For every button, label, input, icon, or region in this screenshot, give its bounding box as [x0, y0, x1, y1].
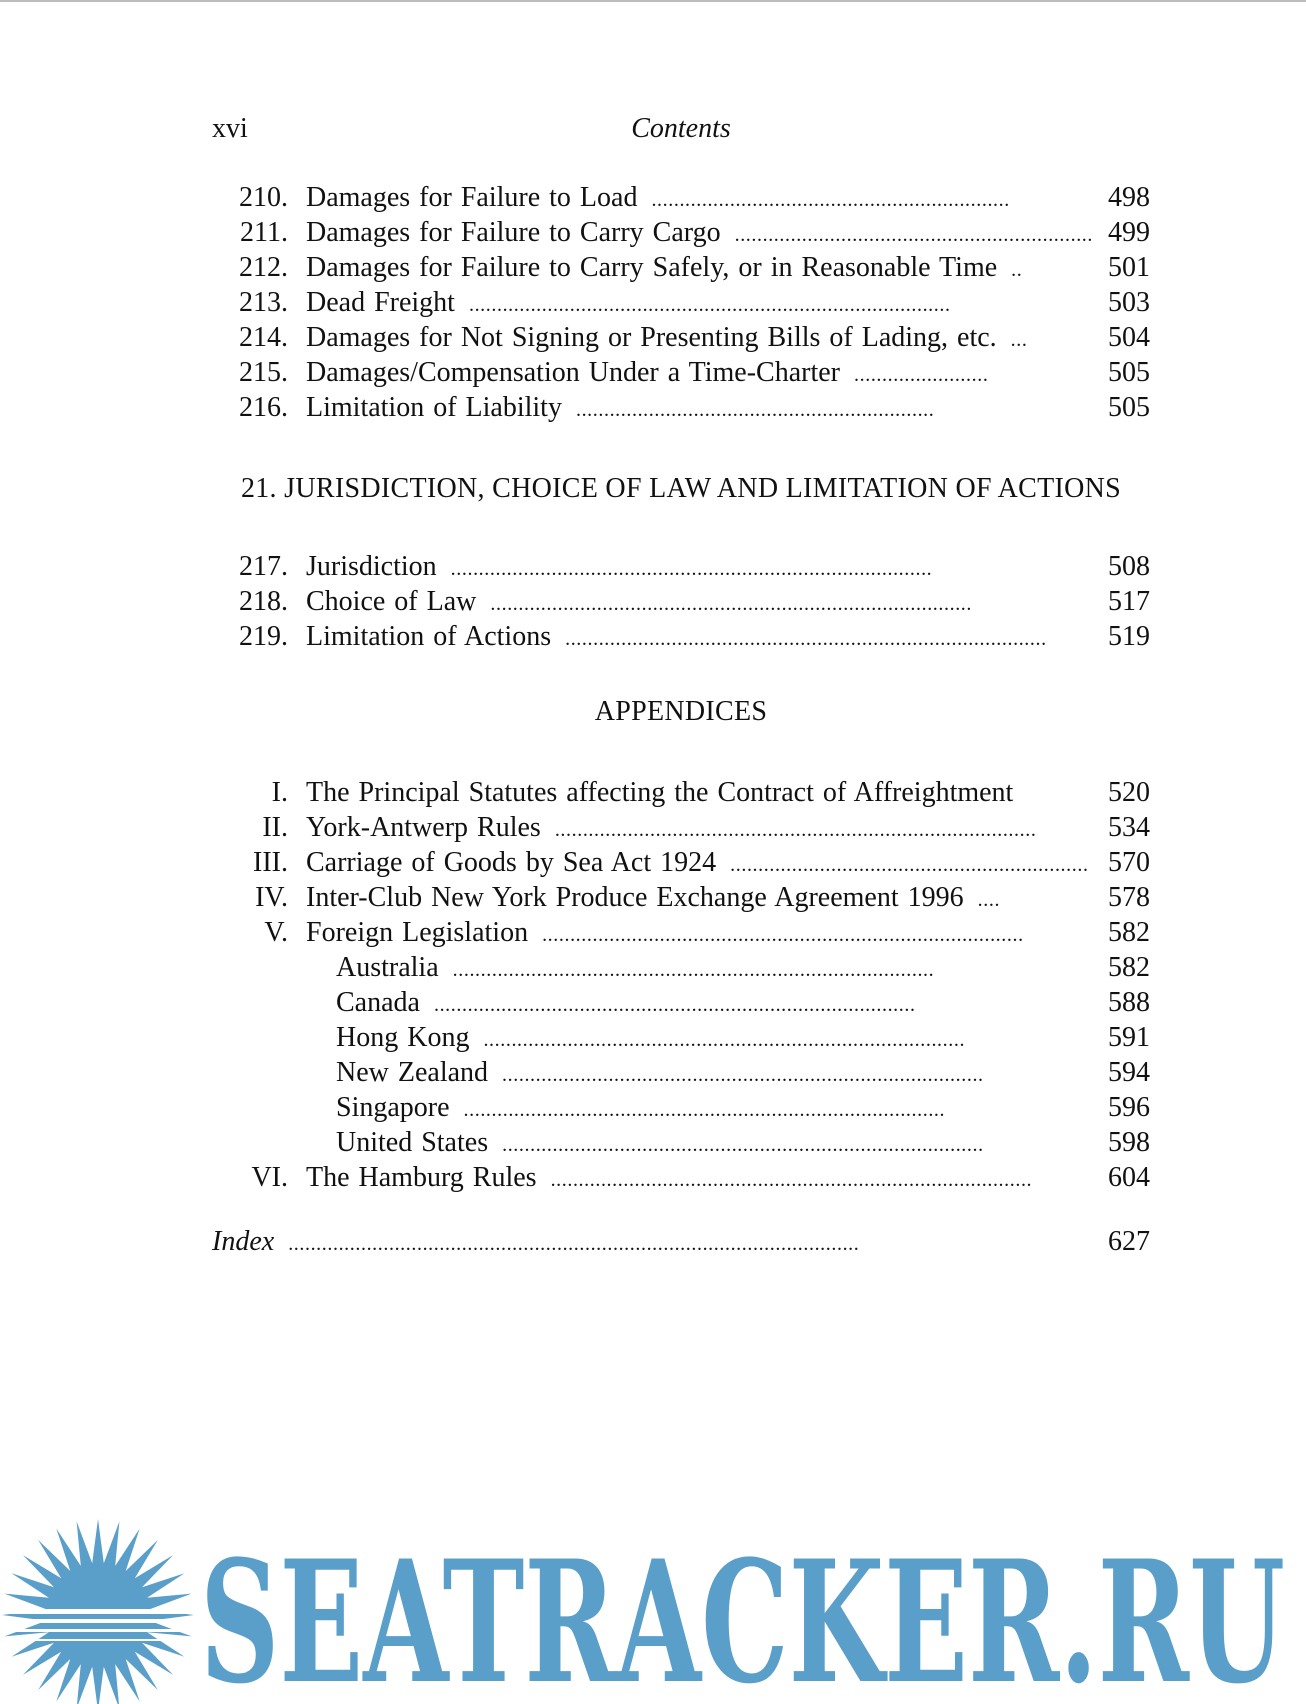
page-number: xvi — [212, 113, 248, 144]
dot-leader: ...................................................................................... — [463, 1099, 946, 1121]
dot-leader: ................................................................ — [734, 224, 1093, 246]
entry-number: V. — [264, 917, 288, 948]
entry-title: Limitation of Liability — [306, 392, 562, 423]
entry-title: Damages for Failure to Carry Cargo — [306, 217, 721, 248]
entry-page-number: 598 — [1108, 1127, 1150, 1158]
dot-leader: ...................................................................................... — [450, 558, 933, 580]
toc-entry[interactable] — [0, 1090, 1306, 1126]
entry-page-number: 582 — [1108, 952, 1150, 983]
entry-title: The Principal Statutes affecting the Contract of Affreightment — [306, 777, 1014, 808]
entry-page-number: 503 — [1108, 287, 1150, 318]
entry-number: 214. — [239, 322, 288, 353]
entry-title: Limitation of Actions — [306, 621, 552, 652]
entry-page-number: 508 — [1108, 551, 1150, 582]
toc-entry[interactable] — [0, 215, 1306, 251]
watermark-text: SEATRACKER.RU — [200, 1523, 1285, 1704]
entry-number: 219. — [239, 621, 288, 652]
toc-entry[interactable] — [0, 355, 1306, 391]
page-header — [212, 113, 1150, 153]
entry-title: York-Antwerp Rules — [306, 812, 541, 843]
dot-leader: ...................................................................................... — [542, 924, 1024, 946]
entry-number: I. — [271, 777, 288, 808]
entry-number: VI. — [251, 1162, 288, 1193]
dot-leader: ...................................................................................... — [452, 959, 935, 981]
toc-entry[interactable] — [0, 985, 1306, 1021]
toc-entry[interactable] — [0, 250, 1306, 286]
dot-leader: ...................................................................................... — [565, 628, 1047, 650]
toc-entry[interactable] — [0, 915, 1306, 951]
toc-entry[interactable] — [0, 1160, 1306, 1196]
entry-number: 211. — [240, 217, 288, 248]
toc-entry[interactable] — [0, 1055, 1306, 1091]
running-title: Contents — [631, 113, 731, 144]
entry-page-number: 578 — [1108, 882, 1150, 913]
toc-entry[interactable] — [0, 584, 1306, 620]
entry-title: Damages/Compensation Under a Time-Charter — [306, 357, 841, 388]
entry-page-number: 594 — [1108, 1057, 1150, 1088]
entry-page-number: 627 — [1108, 1226, 1150, 1257]
sun-stripe — [0, 1639, 198, 1641]
toc-entry[interactable] — [0, 619, 1306, 655]
toc-entry[interactable] — [0, 880, 1306, 916]
toc-entry[interactable] — [0, 320, 1306, 356]
entry-number: 212. — [239, 252, 288, 283]
entry-page-number: 588 — [1108, 987, 1150, 1018]
toc-entry[interactable] — [0, 1020, 1306, 1056]
sun-stripe — [0, 1619, 198, 1623]
dot-leader: ................................................................ — [575, 399, 935, 421]
entry-title: Inter-Club New York Produce Exchange Agreement 1996 — [306, 882, 964, 913]
entry-number: 217. — [239, 551, 288, 582]
sun-logo-icon — [0, 1519, 198, 1704]
entry-page-number: 517 — [1108, 586, 1150, 617]
entry-page-number: 505 — [1108, 357, 1150, 388]
entry-title: United States — [336, 1127, 489, 1158]
dot-leader: ........................ — [854, 364, 989, 386]
dot-leader: ...................................................................................... — [490, 593, 972, 615]
sun-disc — [52, 1569, 144, 1661]
entry-title: Dead Freight — [306, 287, 455, 318]
entry-page-number: 591 — [1108, 1022, 1150, 1053]
entry-title: Damages for Not Signing or Presenting Bills of Lading, etc. — [306, 322, 997, 353]
toc-entry[interactable] — [0, 775, 1306, 811]
entry-title: Choice of Law — [306, 586, 477, 617]
dot-leader: ...................................................................................... — [483, 1029, 966, 1051]
entry-title: Damages for Failure to Load — [306, 182, 638, 213]
appendices-heading: APPENDICES — [594, 696, 768, 727]
dot-leader: ................................................................ — [651, 189, 1010, 211]
entry-title: Hong Kong — [336, 1022, 470, 1053]
toc-entry[interactable] — [0, 810, 1306, 846]
dot-leader: ...................................................................................... — [554, 819, 1037, 841]
entry-title: Jurisdiction — [306, 551, 437, 582]
dot-leader: ...................................................................................... — [502, 1064, 984, 1086]
entry-title: Carriage of Goods by Sea Act 1924 — [306, 847, 717, 878]
sun-stripe — [0, 1609, 198, 1614]
entry-number: 215. — [239, 357, 288, 388]
dot-leader: ...................................................................................... — [502, 1134, 984, 1156]
dot-leader: ...................................................................................... — [468, 294, 951, 316]
entry-page-number: 504 — [1108, 322, 1150, 353]
entry-title: Singapore — [336, 1092, 450, 1123]
entry-page-number: 519 — [1108, 621, 1150, 652]
entry-page-number: 520 — [1108, 777, 1150, 808]
toc-entry[interactable] — [0, 180, 1306, 216]
entry-title: Foreign Legislation — [306, 917, 529, 948]
toc-entry[interactable] — [0, 845, 1306, 881]
dot-leader: .... — [977, 889, 1001, 911]
entry-number: 210. — [239, 182, 288, 213]
entry-page-number: 505 — [1108, 392, 1150, 423]
sun-stripe — [0, 1629, 198, 1632]
entry-title: Index — [212, 1226, 275, 1257]
entry-page-number: 534 — [1108, 812, 1150, 843]
entry-page-number: 596 — [1108, 1092, 1150, 1123]
toc-entry[interactable] — [0, 549, 1306, 585]
dot-leader: ...................................................................................................... — [288, 1233, 860, 1255]
entry-title: Damages for Failure to Carry Safely, or in Reasonable Time — [306, 252, 998, 283]
dot-leader: ...................................................................................... — [550, 1169, 1033, 1191]
entry-page-number: 604 — [1108, 1162, 1150, 1193]
entry-page-number: 498 — [1108, 182, 1150, 213]
entry-title: Canada — [336, 987, 420, 1018]
entry-page-number: 499 — [1108, 217, 1150, 248]
entry-page-number: 582 — [1108, 917, 1150, 948]
seatracker-watermark — [0, 1505, 1306, 1704]
entry-number: 216. — [239, 392, 288, 423]
toc-entry[interactable] — [0, 390, 1306, 426]
entry-number: II. — [262, 812, 288, 843]
entry-number: 218. — [239, 586, 288, 617]
dot-leader: ...................................................................................... — [433, 994, 916, 1016]
entry-number: IV. — [255, 882, 288, 913]
entry-number: 213. — [239, 287, 288, 318]
entry-title: New Zealand — [336, 1057, 489, 1088]
entry-page-number: 570 — [1108, 847, 1150, 878]
dot-leader: .. — [1011, 259, 1023, 281]
toc-entry[interactable] — [0, 950, 1306, 986]
toc-entry[interactable] — [0, 1125, 1306, 1161]
entry-title: The Hamburg Rules — [306, 1162, 537, 1193]
chapter-heading: 21. JURISDICTION, CHOICE OF LAW AND LIMITATION OF ACTIONS — [240, 473, 1122, 504]
toc-entry[interactable] — [0, 285, 1306, 321]
top-border-line — [0, 0, 1306, 2]
entry-page-number: 501 — [1108, 252, 1150, 283]
entry-number: III. — [253, 847, 288, 878]
dot-leader: ... — [1010, 329, 1028, 351]
dot-leader: ................................................................ — [730, 854, 1089, 876]
index-entry[interactable] — [0, 1224, 1306, 1260]
entry-title: Australia — [336, 952, 439, 983]
